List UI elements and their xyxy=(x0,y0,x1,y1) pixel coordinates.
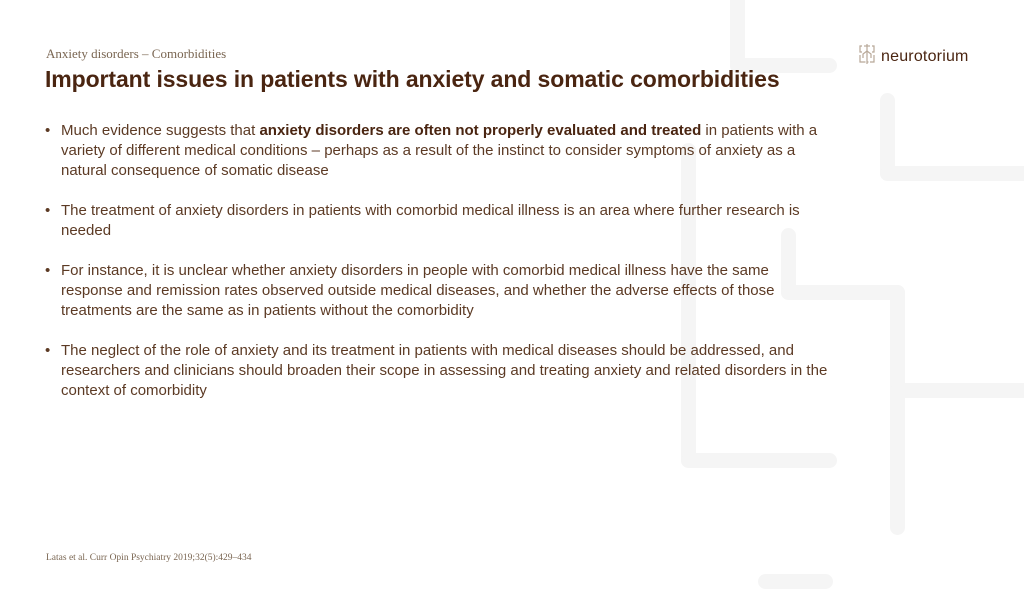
bullet-marker: • xyxy=(45,342,51,359)
section-label: Anxiety disorders – Comorbidities xyxy=(46,46,227,61)
bg-line-6-horizontal xyxy=(758,574,833,589)
bg-line-2-horizontal xyxy=(880,166,1024,181)
brain-tree-icon xyxy=(857,43,877,70)
bullet-item-4 xyxy=(44,341,834,401)
bullet-text-bold: anxiety disorders are often not properly evaluated and treated xyxy=(259,122,702,139)
slide-title: Important issues in patients with anxiety and somatic comorbidities xyxy=(45,66,780,92)
bullet-text: For instance, it is unclear whether anxiety disorders in people with comorbid medical illness have the same response and remission rates observed outside medical diseases, and whether the adverse effects of those treatments are the same as in patients without the comorbidity xyxy=(61,262,775,319)
bullet-text: The neglect of the role of anxiety and its treatment in patients with medical diseases should be addressed, and researchers and clinicians should broaden their scope in assessing and treating anxiety and related disorders in the context of comorbidity xyxy=(61,342,828,399)
citation: Latas et al. Curr Opin Psychiatry 2019;32(5):429–434 xyxy=(46,553,252,563)
bg-line-3-horizontal xyxy=(681,453,837,468)
bullet-marker: • xyxy=(45,262,51,279)
brand-name: neurotorium xyxy=(881,47,969,65)
bullet-item-1 xyxy=(44,121,834,181)
bullet-text-post: in patients with a variety of different medical conditions – perhaps as a result of the instinct to consider symptoms of anxiety as a natural consequence of somatic disease xyxy=(61,122,818,179)
bg-line-5-horizontal xyxy=(890,383,1024,398)
bullet-marker: • xyxy=(45,202,51,219)
bullet-text: The treatment of anxiety disorders in patients with comorbid medical illness is an area where further research is needed xyxy=(61,202,800,239)
bullet-list xyxy=(44,121,834,421)
bullet-text-pre: Much evidence suggests that xyxy=(61,122,260,139)
bg-line-5-vertical xyxy=(890,285,905,535)
bullet-item-2 xyxy=(44,201,834,241)
bullet-marker: • xyxy=(45,122,51,139)
brand-logo xyxy=(857,43,969,70)
bullet-item-3 xyxy=(44,261,834,321)
